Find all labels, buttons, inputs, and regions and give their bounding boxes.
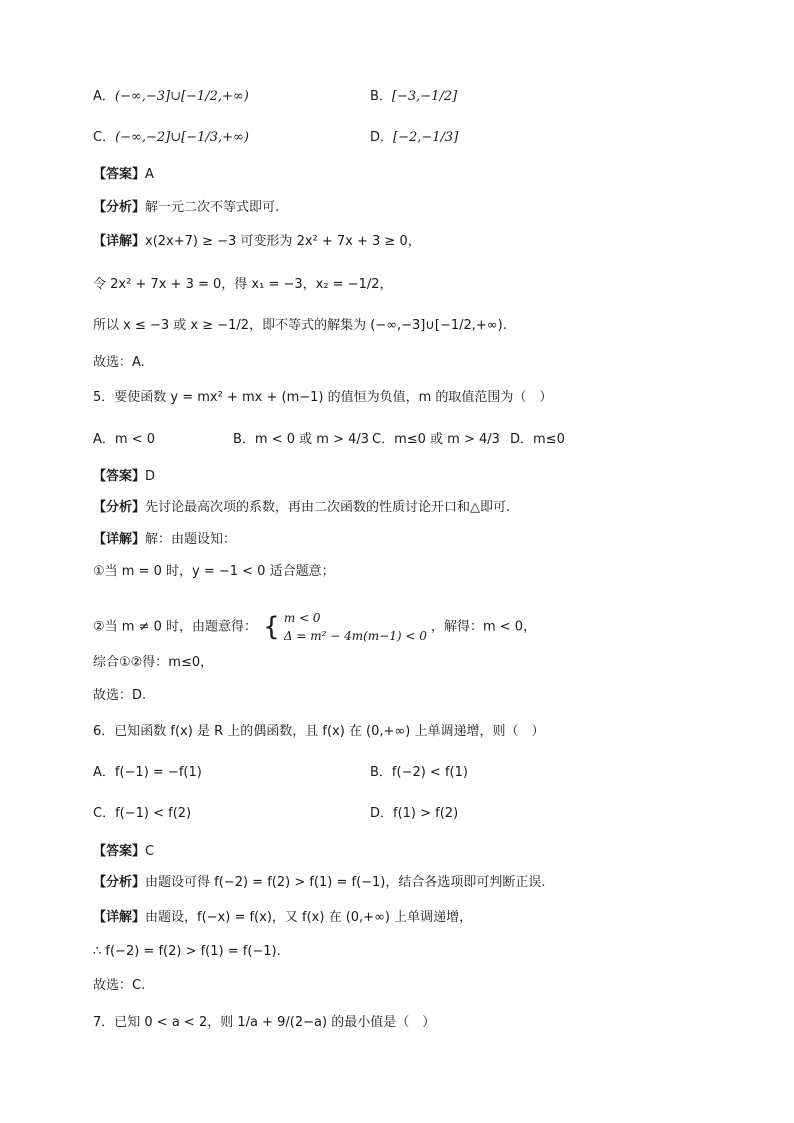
system-line-2: Δ = m² − 4m(m−1) < 0 — [283, 629, 427, 643]
analysis-tag: 【分析】 — [93, 200, 146, 215]
option-text: [−3,−1/2] — [391, 89, 458, 104]
q4-choice: 故选：A. — [93, 355, 145, 370]
left-brace-icon: { — [263, 612, 280, 642]
q4-detail-2: 令 2x² + 7x + 3 = 0，得 x₁ = −3，x₂ = −1/2， — [93, 277, 393, 292]
option-letter: D． — [370, 130, 394, 145]
q6-answer — [93, 842, 154, 862]
answer-value: C — [145, 844, 155, 859]
system-line-1: m < 0 — [283, 611, 321, 625]
option-letter: B． — [370, 89, 392, 104]
q5-option-a: A．m < 0 — [93, 432, 155, 447]
analysis-text: 解一元二次不等式即可. — [145, 200, 280, 215]
answer-value: D — [145, 469, 156, 484]
analysis-tag: 【分析】 — [93, 500, 146, 515]
answer-tag: 【答案】 — [93, 844, 146, 859]
q4-detail-1 — [93, 232, 421, 252]
detail-text: x(2x+7) ≥ −3 可变形为 2x² + 7x + 3 ≥ 0， — [145, 234, 421, 249]
q6-analysis — [93, 873, 546, 893]
q6-option-b: B．f(−2) < f(1) — [370, 765, 468, 780]
case-2-lead: ②当 m ≠ 0 时，由题意得： — [93, 619, 258, 635]
q6-option-c: C．f(−1) < f(2) — [93, 806, 192, 821]
q4-option-a — [93, 87, 249, 107]
option-text: [−2,−1/3] — [393, 130, 459, 145]
case-2-tail: ，解得：m < 0， — [430, 619, 537, 635]
q5-analysis — [93, 498, 510, 518]
case-2-brace — [263, 607, 427, 647]
answer-value: A — [145, 167, 154, 182]
detail-tag: 【详解】 — [93, 532, 146, 547]
option-text: (−∞,−3]∪[−1/2,+∞) — [114, 89, 249, 104]
q5-case-1: ①当 m = 0 时，y = −1 < 0 适合题意； — [93, 564, 335, 579]
analysis-tag: 【分析】 — [93, 875, 146, 890]
detail-tag: 【详解】 — [93, 910, 146, 925]
q7-stem: 7．已知 0 < a < 2，则 1/a + 9/(2−a) 的最小值是（ ） — [93, 1015, 436, 1030]
option-letter: C． — [93, 130, 116, 145]
detail-tag: 【详解】 — [93, 234, 146, 249]
analysis-text: 由题设可得 f(−2) = f(2) > f(1) = f(−1)，结合各选项即可判断正误. — [145, 875, 546, 890]
q6-choice: 故选：C. — [93, 978, 146, 993]
answer-tag: 【答案】 — [93, 469, 146, 484]
detail-text: 解：由题设知： — [145, 532, 237, 547]
q4-analysis — [93, 198, 279, 218]
q6-option-a: A．f(−1) = −f(1) — [93, 765, 202, 780]
analysis-text: 先讨论最高次项的系数，再由二次函数的性质讨论开口和△即可. — [145, 500, 511, 515]
q5-detail-intro — [93, 530, 236, 550]
q5-option-d: D．m≤0 — [510, 432, 565, 447]
q5-case-2 — [93, 607, 536, 647]
option-letter: A． — [93, 89, 115, 104]
q5-option-c: C．m≤0 或 m > 4/3 — [372, 432, 500, 447]
q5-answer — [93, 467, 155, 487]
q4-answer — [93, 165, 154, 185]
q6-detail-2: ∴ f(−2) = f(2) > f(1) = f(−1). — [93, 944, 281, 959]
q4-option-d — [370, 128, 458, 148]
q5-combine: 综合①②得：m≤0， — [93, 655, 214, 670]
q4-detail-3: 所以 x ≤ −3 或 x ≥ −1/2，即不等式的解集为 (−∞,−3]∪[−1/2,+∞). — [93, 318, 507, 333]
q4-option-b — [370, 87, 457, 107]
q5-stem: 5．要使函数 y = mx² + mx + (m−1) 的值恒为负值，m 的取值范围为（ ） — [93, 390, 553, 405]
q5-option-b: B．m < 0 或 m > 4/3 — [233, 432, 370, 447]
q6-detail-1 — [93, 908, 472, 928]
q6-option-d: D．f(1) > f(2) — [370, 806, 459, 821]
detail-text: 由题设，f(−x) = f(x)，又 f(x) 在 (0,+∞) 上单调递增， — [145, 910, 473, 925]
option-text: (−∞,−2]∪[−1/3,+∞) — [115, 130, 249, 145]
case-2-system — [284, 609, 427, 645]
q5-choice: 故选：D. — [93, 688, 147, 703]
answer-tag: 【答案】 — [93, 167, 146, 182]
q6-stem: 6．已知函数 f(x) 是 R 上的偶函数，且 f(x) 在 (0,+∞) 上单调递增，则（ ） — [93, 724, 545, 739]
q4-option-c — [93, 128, 249, 148]
